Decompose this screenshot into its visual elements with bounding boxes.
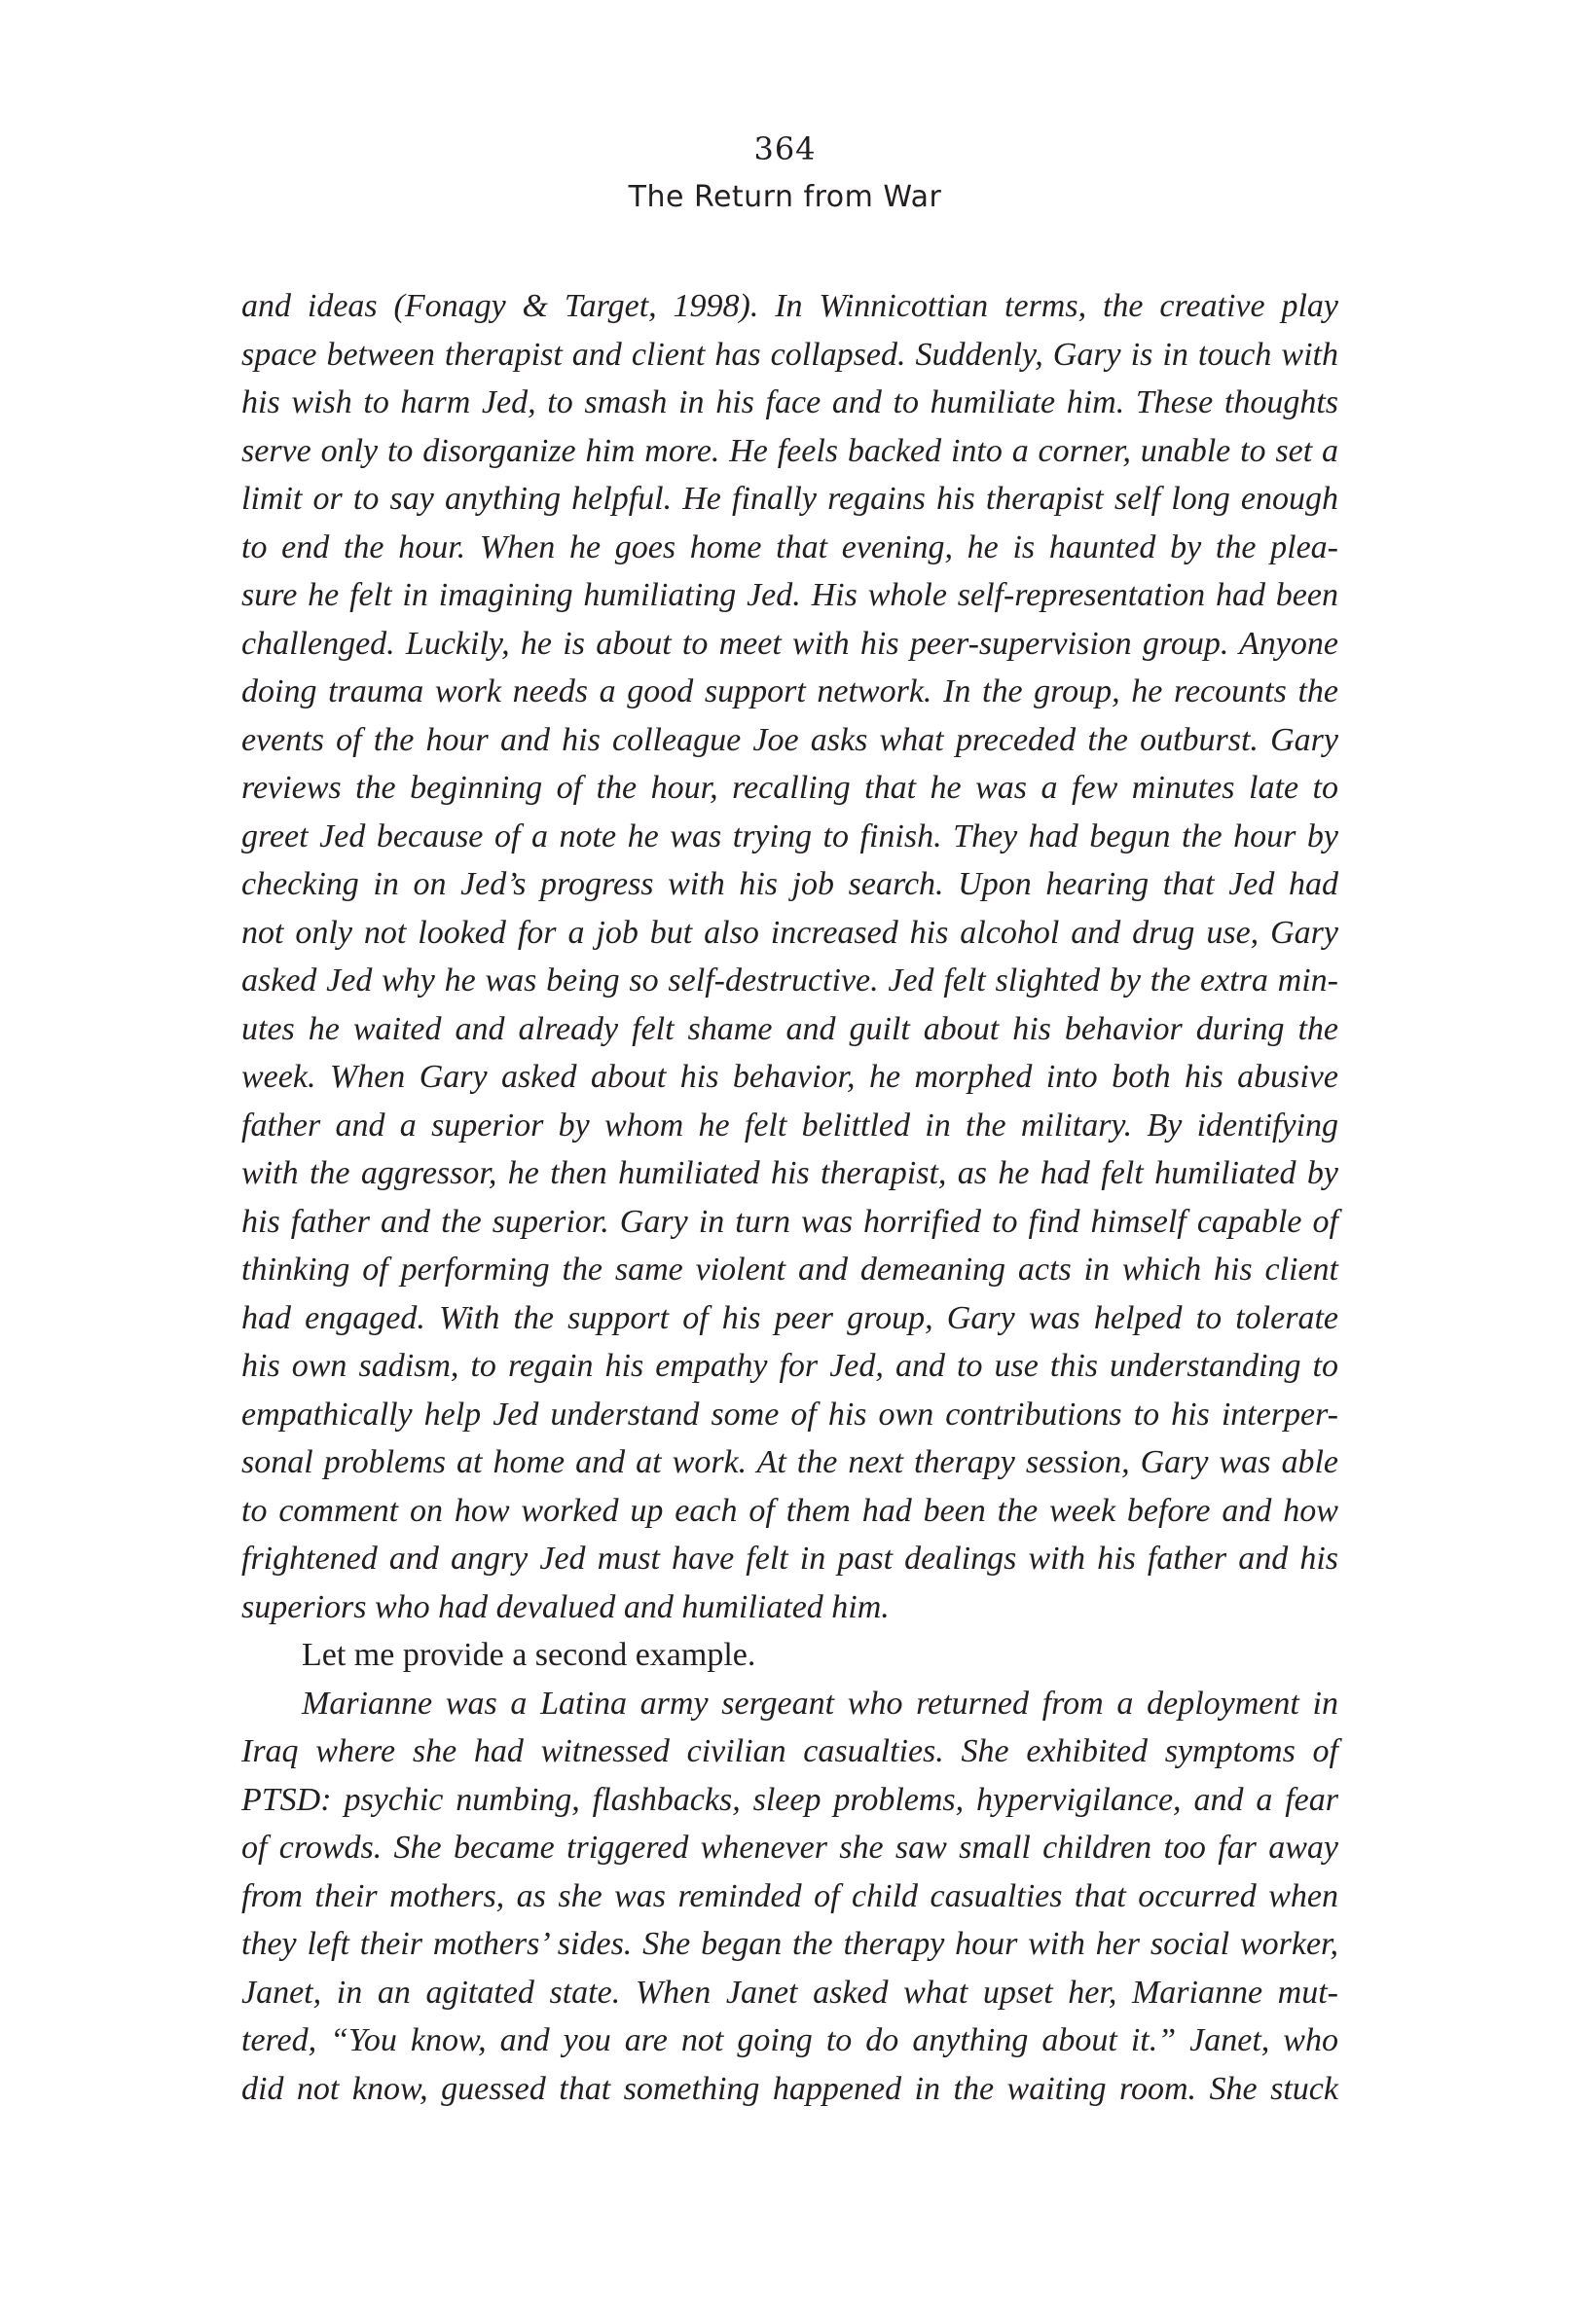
text-line: of crowds. She became triggered whenever she saw small children too far away <box>241 1830 1338 1866</box>
paragraph-case-marianne <box>241 1680 1338 2114</box>
text-line: and ideas (Fonagy & Target, 1998). In Winnicottian terms, the creative play <box>241 288 1338 324</box>
text-line: his wish to harm Jed, to smash in his face and to humiliate him. These thoughts <box>241 384 1338 420</box>
text-line: Iraq where she had witnessed civilian casualties. She exhibited symptoms of <box>241 1733 1338 1769</box>
running-head: The Return from War <box>628 180 942 214</box>
text-line: space between therapist and client has collapsed. Suddenly, Gary is in touch with <box>241 336 1338 373</box>
text-line: events of the hour and his colleague Joe asks what preceded the outburst. Gary <box>241 721 1338 758</box>
text-line: utes he waited and already felt shame and guilt about his behavior during the <box>241 1010 1338 1047</box>
text-line: to end the hour. When he goes home that evening, he is haunted by the plea- <box>241 528 1338 565</box>
text-line: week. When Gary asked about his behavior, he morphed into both his abusive <box>241 1059 1338 1095</box>
text-line: challenged. Luckily, he is about to meet with his peer-supervision group. Anyone <box>241 625 1338 662</box>
text-line: with the aggressor, he then humiliated his therapist, as he had felt humiliated by <box>241 1155 1338 1191</box>
paragraph-case-gary <box>241 282 1338 1631</box>
text-line: PTSD: psychic numbing, flashbacks, sleep problems, hypervigilance, and a fear <box>241 1781 1338 1818</box>
text-line: sure he felt in imagining humiliating Jed. His whole self-representation had been <box>241 577 1338 613</box>
text-line: sonal problems at home and at work. At the next therapy session, Gary was able <box>241 1444 1338 1480</box>
text-line: serve only to disorganize him more. He feels backed into a corner, unable to set a <box>241 432 1338 469</box>
text-line: had engaged. With the support of his peer group, Gary was helped to tolerate <box>241 1299 1338 1336</box>
text-line: greet Jed because of a note he was trying to finish. They had begun the hour by <box>241 817 1338 854</box>
text-line: his own sadism, to regain his empathy for Jed, and to use this understanding to <box>241 1348 1338 1384</box>
text-line: empathically help Jed understand some of his own contributions to his interper- <box>241 1396 1338 1433</box>
page-number: 364 <box>753 130 817 167</box>
text-line: father and a superior by whom he felt belittled in the military. By identifying <box>241 1107 1338 1144</box>
text-line: thinking of performing the same violent and demeaning acts in which his client <box>241 1252 1338 1288</box>
text-line: did not know, guessed that something happened in the waiting room. She stuck <box>241 2070 1338 2107</box>
text-line: Let me provide a second example. <box>302 1637 756 1673</box>
text-line: to comment on how worked up each of them had been the week before and how <box>241 1492 1338 1529</box>
body-text <box>241 282 1338 2113</box>
text-line: Marianne was a Latina army sergeant who returned from a deployment in <box>302 1685 1338 1722</box>
text-line: his father and the superior. Gary in turn was horrified to find himself capable of <box>241 1203 1338 1240</box>
text-line: they left their mothers’ sides. She began the therapy hour with her social worker, <box>241 1926 1338 1962</box>
text-line: doing trauma work needs a good support network. In the group, he recounts the <box>241 673 1338 709</box>
text-line: superiors who had devalued and humiliated him. <box>241 1588 890 1625</box>
text-line: not only not looked for a job but also increased his alcohol and drug use, Gary <box>241 914 1338 951</box>
text-line: tered, “You know, and you are not going to do anything about it.” Janet, who <box>241 2022 1338 2058</box>
paragraph-transition <box>241 1631 1338 1680</box>
text-line: checking in on Jed’s progress with his job search. Upon hearing that Jed had <box>241 866 1338 902</box>
text-line: limit or to say anything helpful. He finally regains his therapist self long enough <box>241 481 1338 517</box>
text-line: asked Jed why he was being so self-destructive. Jed felt slighted by the extra min- <box>241 962 1338 999</box>
text-line: Janet, in an agitated state. When Janet asked what upset her, Marianne mut- <box>241 1974 1338 2011</box>
text-line: reviews the beginning of the hour, recalling that he was a few minutes late to <box>241 770 1338 806</box>
text-line: frightened and angry Jed must have felt in past dealings with his father and his <box>241 1541 1338 1577</box>
text-line: from their mothers, as she was reminded of child casualties that occurred when <box>241 1877 1338 1914</box>
